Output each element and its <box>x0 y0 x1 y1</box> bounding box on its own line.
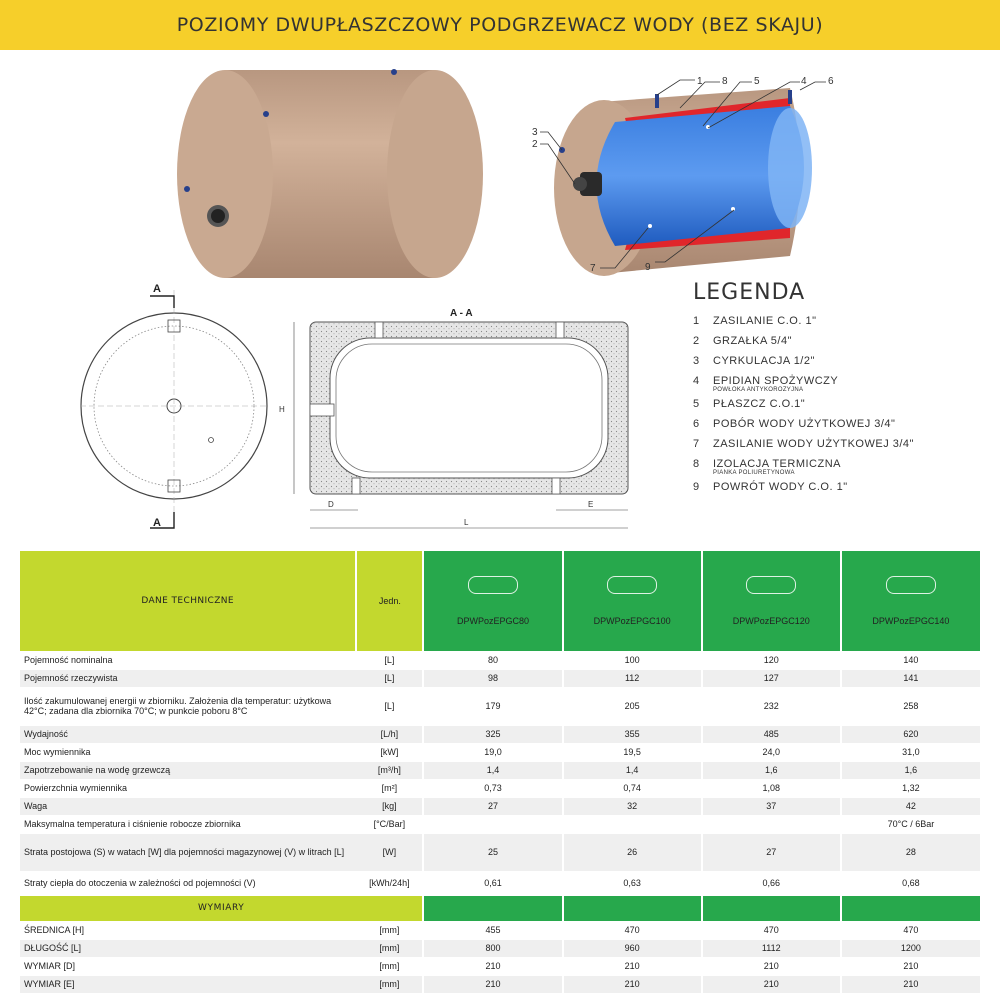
model-header-100: DPWPozEPGC100 <box>563 551 702 651</box>
tank-icon <box>886 576 936 594</box>
dim-e: E <box>588 500 594 509</box>
title-bar <box>0 0 1000 50</box>
model-header-140: DPWPozEPGC140 <box>841 551 980 651</box>
spec-table <box>20 551 980 994</box>
tank-icon <box>607 576 657 594</box>
table-row: WYMIAR [E] [mm] 210 210 210 210 <box>20 975 980 993</box>
tank-end-right <box>387 70 483 278</box>
callout-4: 4 <box>801 76 807 87</box>
section-mark-bottom: A <box>153 517 161 529</box>
front-view-drawing <box>80 283 268 529</box>
callout-2: 2 <box>532 139 538 150</box>
legend-item-4: 4 EPIDIAN SPOŻYWCZY POWŁOKA ANTYKOROZYJNA <box>693 375 839 393</box>
unit-header: Jedn. <box>356 551 423 651</box>
table-row: Ilość zakumulowanej energii w zbiorniku. Założenia dla temperatur: użytkowa 42°C; zadana dla zbiornika 70°C; w punkcie poboru 8°C [L] 179 205 232 258 <box>20 687 980 725</box>
table-row: WYMIAR [D] [mm] 210 210 210 210 <box>20 957 980 975</box>
section-view-drawing <box>279 308 628 528</box>
table-row: Zapotrzebowanie na wodę grzewczą [m³/h] 1,4 1,4 1,6 1,6 <box>20 761 980 779</box>
table-row: Moc wymiennika [kW] 19,0 19,5 24,0 31,0 <box>20 743 980 761</box>
section-title: A - A <box>450 308 473 319</box>
spec-table-header <box>20 551 980 651</box>
tank-icon <box>746 576 796 594</box>
callout-3: 3 <box>532 127 538 138</box>
spec-table-title: DANE TECHNICZNE <box>20 551 356 651</box>
callout-8: 8 <box>722 76 728 87</box>
callout-5: 5 <box>754 76 760 87</box>
callout-1: 1 <box>697 76 703 87</box>
legend <box>693 280 993 501</box>
dims-title: WYMIARY <box>20 895 423 921</box>
page-title: POZIOMY DWUPŁASZCZOWY PODGRZEWACZ WODY (BEZ SKAJU) <box>176 14 824 36</box>
legend-item-2: 2 GRZAŁKA 5/4" <box>693 335 792 347</box>
table-row: Strata postojowa (S) w watach [W] dla pojemności magazynowej (V) w litrach [L] [W] 25 26 27 28 <box>20 833 980 871</box>
section-mark-top: A <box>153 283 161 295</box>
legend-item-5: 5 PŁASZCZ C.O.1" <box>693 398 806 410</box>
legend-item-1: 1 ZASILANIE C.O. 1" <box>693 315 817 327</box>
table-row: Maksymalna temperatura i ciśnienie robocze zbiornika [°C/Bar] 70°C / 6Bar <box>20 815 980 833</box>
table-row: Straty ciepła do otoczenia w zależności od pojemności (V) [kWh/24h] 0,61 0,63 0,66 0,68 <box>20 871 980 895</box>
legend-item-6: 6 POBÓR WODY UŻYTKOWEJ 3/4" <box>693 418 896 430</box>
tank-3d-view <box>177 69 483 278</box>
table-row: Pojemność rzeczywista [L] 98 112 127 141 <box>20 669 980 687</box>
model-header-120: DPWPozEPGC120 <box>702 551 841 651</box>
table-row: Waga [kg] 27 32 37 42 <box>20 797 980 815</box>
table-row: DŁUGOŚĆ [L] [mm] 800 960 1112 1200 <box>20 939 980 957</box>
callout-6: 6 <box>828 76 834 87</box>
legend-item-9: 9 POWRÓT WODY C.O. 1" <box>693 481 848 493</box>
model-header-80: DPWPozEPGC80 <box>423 551 562 651</box>
table-row: Pojemność nominalna [L] 80 100 120 140 <box>20 651 980 669</box>
callout-9: 9 <box>645 262 651 273</box>
dim-d: D <box>328 500 334 509</box>
table-row: Powierzchnia wymiennika [m²] 0,73 0,74 1,08 1,32 <box>20 779 980 797</box>
tank-port-small <box>184 186 190 192</box>
legend-item-3: 3 CYRKULACJA 1/2" <box>693 355 815 367</box>
dims-section-header <box>20 895 980 921</box>
dim-h: H <box>279 405 285 414</box>
legend-title: LEGENDA <box>693 280 806 305</box>
dim-l: L <box>464 518 469 527</box>
legend-item-7: 7 ZASILANIE WODY UŻYTKOWEJ 3/4" <box>693 438 914 450</box>
tank-icon <box>468 576 518 594</box>
legend-item-8: 8 IZOLACJA TERMICZNA PIANKA POLIURETYNOWA <box>693 458 841 476</box>
table-row: ŚREDNICA [H] [mm] 455 470 470 470 <box>20 921 980 939</box>
callout-7: 7 <box>590 263 596 274</box>
tank-cutaway-view <box>532 76 834 276</box>
tank-end-left <box>177 70 273 278</box>
table-row: Wydajność [L/h] 325 355 485 620 <box>20 725 980 743</box>
